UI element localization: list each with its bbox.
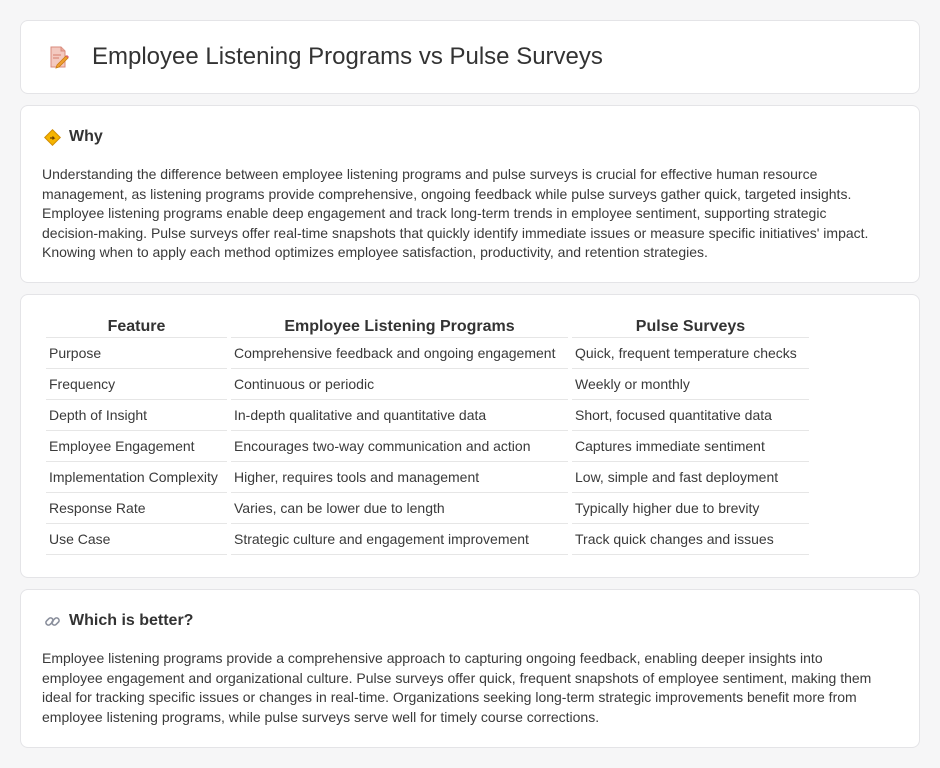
why-text-line: Knowing when to apply each method optimizes employee satisfaction, productivity, and retention strategies. — [42, 244, 708, 261]
why-text-line: Understanding the difference between employee listening programs and pulse surveys is crucial for effective human resource — [42, 166, 818, 182]
table-cell: Comprehensive feedback and ongoing engagement — [231, 338, 568, 369]
comparison-table — [42, 316, 813, 555]
table-header-row — [46, 316, 809, 338]
better-text — [42, 649, 902, 727]
better-card — [20, 589, 920, 748]
table-cell: In-depth qualitative and quantitative data — [231, 400, 568, 431]
table-row — [46, 338, 809, 369]
better-heading — [44, 612, 193, 630]
column-header-pulse: Pulse Surveys — [572, 316, 809, 338]
table-cell: Encourages two-way communication and action — [231, 431, 568, 462]
document-pencil-icon — [46, 45, 70, 69]
table-cell: Varies, can be lower due to length — [231, 493, 568, 524]
better-text-line: employee listening programs, while pulse surveys serve well for timely course corrections. — [42, 708, 600, 725]
table-cell: Frequency — [46, 369, 227, 400]
table-row — [46, 524, 809, 555]
why-title: Why — [69, 128, 103, 145]
better-text-line: Employee listening programs provide a comprehensive approach to capturing ongoing feedback, enabling deeper insights into — [42, 650, 823, 666]
why-text-line: decision-making. Pulse surveys offer real-time snapshots that quickly identify immediate issues or measure specific initiatives' impact. — [42, 224, 869, 241]
comparison-card — [20, 294, 920, 578]
why-text-line: management, as listening programs provide comprehensive, ongoing feedback while pulse surveys gather quick, targeted insights. — [42, 185, 852, 202]
table-cell: Low, simple and fast deployment — [572, 462, 809, 493]
why-text — [42, 165, 902, 263]
table-row — [46, 431, 809, 462]
table-cell: Captures immediate sentiment — [572, 431, 809, 462]
table-row — [46, 493, 809, 524]
why-heading — [44, 128, 103, 146]
diamond-sign-icon — [44, 129, 61, 146]
table-cell: Strategic culture and engagement improvement — [231, 524, 568, 555]
table-cell: Use Case — [46, 524, 227, 555]
table-cell: Typically higher due to brevity — [572, 493, 809, 524]
why-text-line: Employee listening programs enable deep engagement and track long-term trends in employee sentiment, supporting strategic — [42, 205, 827, 222]
column-header-feature: Feature — [46, 316, 227, 338]
better-text-line: ideal for tracking specific issues or changes in real-time. Organizations seeking long-term strategic improvements benefit more from — [42, 689, 857, 706]
table-cell: Weekly or monthly — [572, 369, 809, 400]
table-row — [46, 400, 809, 431]
table-cell: Purpose — [46, 338, 227, 369]
table-cell: Track quick changes and issues — [572, 524, 809, 555]
title-card — [20, 20, 920, 94]
table-row — [46, 462, 809, 493]
link-icon — [44, 613, 61, 630]
page-title: Employee Listening Programs vs Pulse Surveys — [92, 43, 603, 70]
table-cell: Higher, requires tools and management — [231, 462, 568, 493]
table-cell: Depth of Insight — [46, 400, 227, 431]
table-cell: Quick, frequent temperature checks — [572, 338, 809, 369]
table-cell: Employee Engagement — [46, 431, 227, 462]
table-cell: Short, focused quantitative data — [572, 400, 809, 431]
table-cell: Response Rate — [46, 493, 227, 524]
why-card — [20, 105, 920, 283]
table-cell: Continuous or periodic — [231, 369, 568, 400]
table-row — [46, 369, 809, 400]
better-text-line: employee engagement and organizational culture. Pulse surveys offer quick, frequent snapshots of employee sentiment, making them — [42, 669, 872, 686]
table-cell: Implementation Complexity — [46, 462, 227, 493]
column-header-listening: Employee Listening Programs — [231, 316, 568, 338]
better-title: Which is better? — [69, 612, 194, 629]
